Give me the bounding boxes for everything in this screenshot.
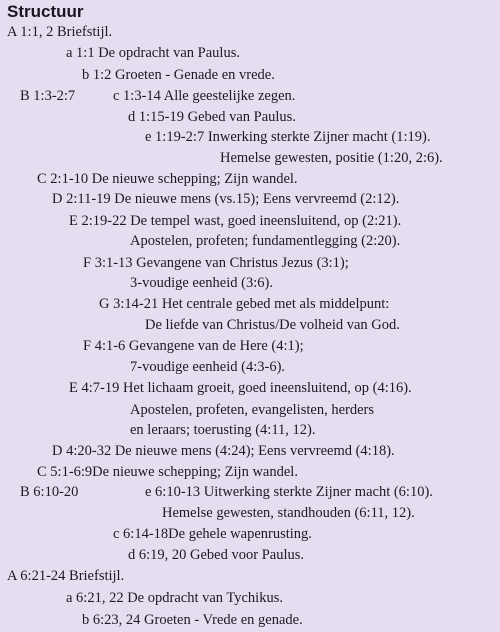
line-b-1-3: B 1:3-2:7 xyxy=(20,88,76,104)
line-g-3-14: G 3:14-21 Het centrale gebed met als middelpunt: xyxy=(99,296,390,312)
line-d-sub-1-15: d 1:15-19 Gebed van Paulus. xyxy=(128,109,296,125)
line-b-sub-6-23: b 6:23, 24 Groeten - Vrede en genade. xyxy=(82,612,303,628)
line-b-6-10: B 6:10-20 xyxy=(20,484,79,500)
line-f-3-1-cont: 3-voudige eenheid (3:6). xyxy=(130,275,273,291)
line-f-4-1-cont: 7-voudige eenheid (4:3-6). xyxy=(130,359,286,375)
line-f-4-1: F 4:1-6 Gevangene van de Here (4:1); xyxy=(83,338,304,354)
line-a-sub-1-1: a 1:1 De opdracht van Paulus. xyxy=(66,45,240,61)
line-g-3-14-cont: De liefde van Christus/De volheid van God. xyxy=(145,317,400,333)
line-d-4-20: D 4:20-32 De nieuwe mens (4:24); Eens vervreemd (4:18). xyxy=(52,443,395,459)
line-a-1-1: A 1:1, 2 Briefstijl. xyxy=(7,24,113,40)
line-c-sub-6-14: c 6:14-18De gehele wapenrusting. xyxy=(113,526,312,542)
line-e-sub-1-19-cont: Hemelse gewesten, positie (1:20, 2:6). xyxy=(220,150,443,166)
line-e-sub-6-10: e 6:10-13 Uitwerking sterkte Zijner macht (6:10). xyxy=(145,484,433,500)
line-e-sub-1-19: e 1:19-2:7 Inwerking sterkte Zijner macht (1:19). xyxy=(145,129,431,145)
line-c-5-1: C 5:1-6:9De nieuwe schepping; Zijn wandel. xyxy=(37,464,298,480)
line-a-sub-6-21: a 6:21, 22 De opdracht van Tychikus. xyxy=(66,590,283,606)
line-e-2-19: E 2:19-22 De tempel wast, goed ineensluitend, op (2:21). xyxy=(69,213,402,229)
line-a-6-21: A 6:21-24 Briefstijl. xyxy=(7,568,125,584)
line-d-sub-6-19: d 6:19, 20 Gebed voor Paulus. xyxy=(128,547,304,563)
line-e-4-7-cont1: Apostelen, profeten, evangelisten, herders xyxy=(130,402,374,418)
page-title: Structuur xyxy=(7,2,84,21)
line-c-sub-1-3: c 1:3-14 Alle geestelijke zegen. xyxy=(113,88,296,104)
line-e-sub-6-10-cont: Hemelse gewesten, standhouden (6:11, 12). xyxy=(162,505,415,521)
line-e-4-7: E 4:7-19 Het lichaam groeit, goed ineensluitend, op (4:16). xyxy=(69,380,412,396)
line-c-2-1: C 2:1-10 De nieuwe schepping; Zijn wandel. xyxy=(37,171,298,187)
line-d-2-11: D 2:11-19 De nieuwe mens (vs.15); Eens vervreemd (2:12). xyxy=(52,191,400,207)
line-e-2-19-cont: Apostelen, profeten; fundamentlegging (2:20). xyxy=(130,233,401,249)
line-f-3-1: F 3:1-13 Gevangene van Christus Jezus (3:1); xyxy=(83,255,349,271)
line-e-4-7-cont2: en leraars; toerusting (4:11, 12). xyxy=(130,422,316,438)
line-b-sub-1-2: b 1:2 Groeten - Genade en vrede. xyxy=(82,67,275,83)
